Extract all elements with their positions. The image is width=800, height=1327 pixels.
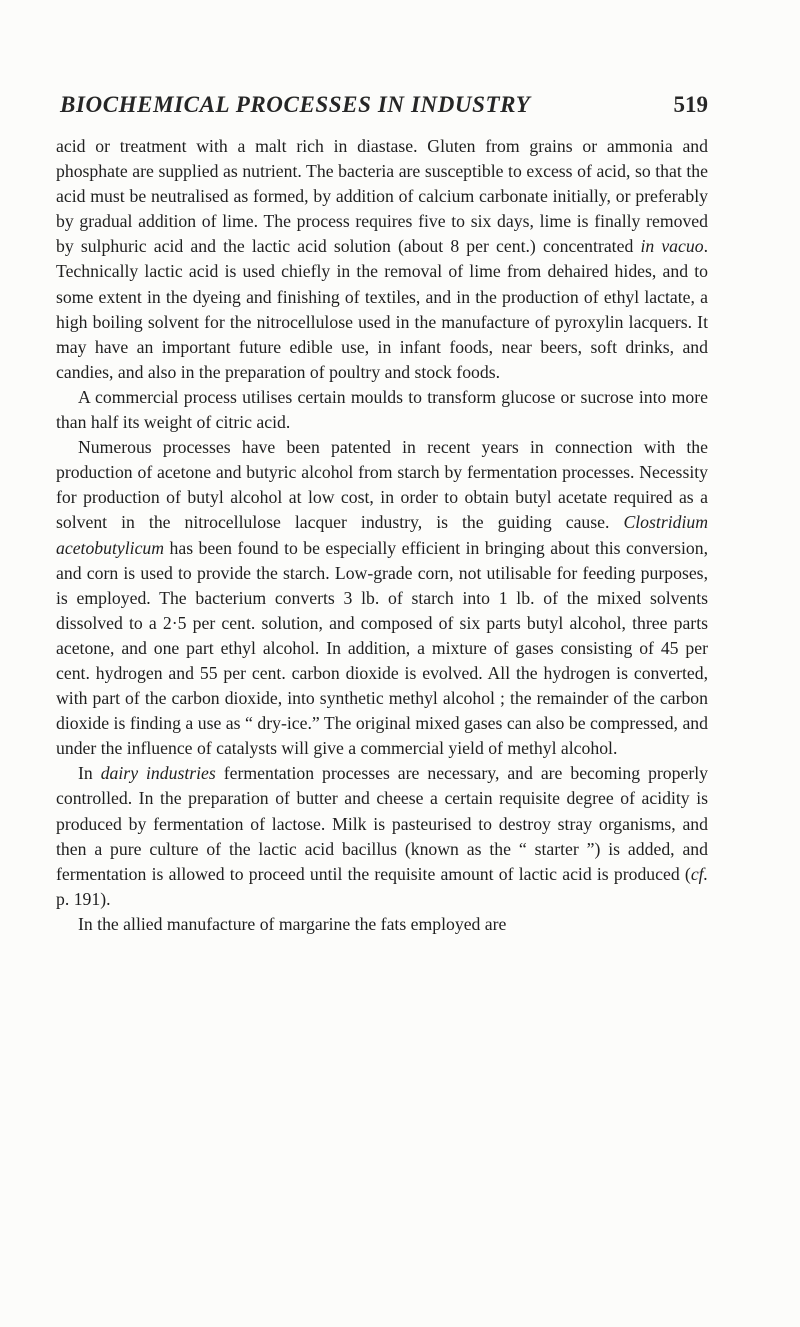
paragraph-text: Numerous processes have been patented in recent years in connection with the production of acetone and butyric alcohol from starch by fermentation processes. Necessity for production of butyl alcohol at low cost, in order to obtain butyl acetate required as a solvent in the nitrocellulose lacquer industry, is the guiding cause. (56, 437, 708, 533)
paragraph-text: p. 191). (56, 888, 111, 909)
book-page (56, 92, 708, 937)
paragraph-text: In the allied manufacture of margarine the fats employed are (78, 913, 507, 934)
italic-term: in vacuo (640, 236, 704, 257)
paragraph-margarine (56, 912, 708, 937)
page-header (56, 92, 708, 128)
page-number: 519 (673, 92, 708, 117)
paragraph-text: In (78, 763, 101, 784)
paragraph-lactic-acid (56, 134, 708, 385)
italic-term: dairy industries (100, 763, 216, 784)
paragraph-text: A commercial process utilises certain moulds to transform glucose or sucrose into more than half its weight of citric acid. (56, 386, 708, 433)
running-head: BIOCHEMICAL PROCESSES IN INDUSTRY (60, 92, 531, 117)
paragraph-text: acid or treatment with a malt rich in diastase. Gluten from grains or ammonia and phosphate are supplied as nutrient. The bacteria are susceptible to excess of acid, so that the acid must be neutralised as formed, by addition of calcium carbonate initially, or preferably by gradual addition of lime. The process requires five to six days, lime is finally removed by sulphuric acid and the lactic acid solution (about 8 per cent.) concentrated (56, 136, 708, 257)
paragraph-dairy (56, 761, 708, 912)
italic-term: Clostridium acetobutylicum (56, 512, 708, 558)
paragraph-text: fermentation processes are necessary, and are becoming properly controlled. In the preparation of butter and cheese a certain requisite degree of acidity is produced by fermentation of lactose. Milk is pasteurised to destroy stray organisms, and then a pure culture of the lactic acid bacillus (known as the “ starter ”) is added, and fermentation is allowed to proceed until the requisite amount of lactic acid is produced ( (56, 763, 708, 884)
paragraph-acetone-butyl (56, 435, 708, 761)
paragraph-citric-acid (56, 385, 708, 435)
paragraph-text: . Technically lactic acid is used chiefly in the removal of lime from dehaired hides, and to some extent in the dyeing and finishing of textiles, and in the production of ethyl lactate, a high boiling solvent for the nitrocellulose used in the manufacture of pyroxylin lacquers. It may have an important future edible use, in infant foods, near beers, soft drinks, and candies, and also in the preparation of poultry and stock foods. (56, 236, 708, 382)
body-text (56, 134, 708, 937)
italic-term: cf. (690, 863, 708, 884)
paragraph-text: has been found to be especially efficient in bringing about this conversion, and corn is used to provide the starch. Low-grade corn, not utilisable for feeding purposes, is employed. The bacterium converts 3 lb. of starch into 1 lb. of the mixed solvents dissolved to a 2·5 per cent. solution, and composed of six parts butyl alcohol, three parts acetone, and one part ethyl alcohol. In addition, a mixture of gases consisting of 45 per cent. hydrogen and 55 per cent. carbon dioxide is evolved. All the hydrogen is converted, with part of the carbon dioxide, into synthetic methyl alcohol ; the remainder of the carbon dioxide is finding a use as “ dry-ice.” The original mixed gases can also be compressed, and under the influence of catalysts will give a commercial yield of methyl alcohol. (56, 537, 708, 759)
